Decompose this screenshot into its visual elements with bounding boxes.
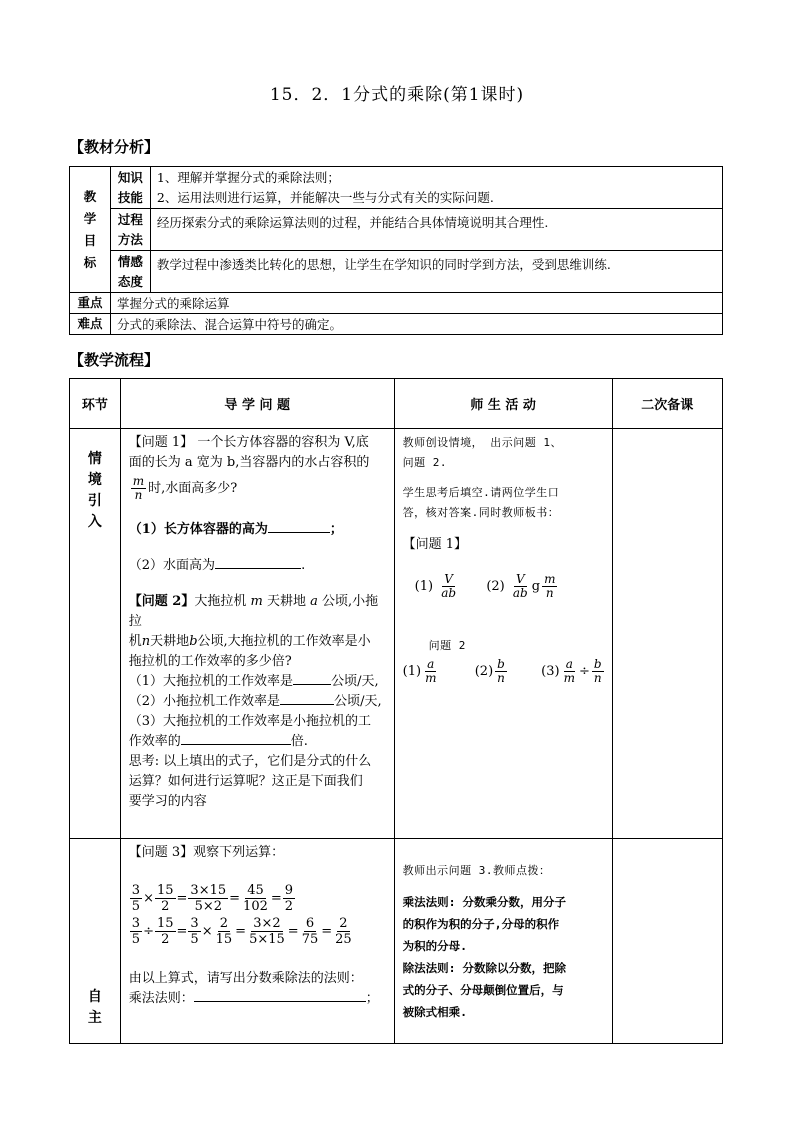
answer-blank[interactable] bbox=[293, 672, 331, 685]
text-line: 1、理解并掌握分式的乘除法则； bbox=[156, 169, 340, 185]
label-line: 情感 bbox=[117, 253, 143, 269]
stage-char: 入 bbox=[87, 514, 102, 530]
second-prep-cell-2[interactable] bbox=[612, 839, 722, 1044]
text-line: 经历探索分式的乘除运算法则的过程，并能结合具体情境说明其合理性. bbox=[156, 215, 549, 230]
q1-line: 【问题 1】 一个长方体容器的容积为 V,底 bbox=[128, 435, 369, 450]
index: (2) bbox=[474, 664, 494, 679]
index: (1) bbox=[414, 579, 434, 594]
goal-knowledge-text bbox=[150, 167, 722, 209]
q2-part-text: 作效率的 bbox=[128, 734, 181, 749]
fraction: $\frac{3}{5}$ bbox=[190, 916, 199, 947]
var-m: m bbox=[250, 594, 263, 609]
activity-line: 问题 2. bbox=[402, 456, 448, 469]
q2-text: 机 bbox=[128, 634, 142, 649]
goal-process-text bbox=[150, 209, 722, 251]
fraction: $\frac{3}{5}$ bbox=[131, 883, 141, 914]
goal-char: 教 bbox=[83, 188, 97, 204]
q2-part3-cont bbox=[129, 732, 390, 752]
goal-char: 标 bbox=[83, 254, 97, 270]
header-guide-questions: 导 学 问 题 bbox=[120, 379, 394, 429]
stage-self-study bbox=[70, 839, 121, 1044]
activity-line: 答，核对答案.同时教师板书： bbox=[402, 506, 560, 519]
answer-q1-formulas bbox=[403, 573, 606, 600]
q2-line bbox=[129, 632, 390, 652]
rule-line: 除法法则: 分数除以分数，把除 bbox=[402, 961, 566, 975]
times-symbol: × bbox=[201, 924, 213, 939]
teaching-goal-label bbox=[70, 167, 111, 293]
stage-char: 引 bbox=[87, 493, 102, 509]
unit-text: 公顷/天, bbox=[334, 694, 382, 709]
answer-q2-formulas bbox=[403, 658, 606, 685]
equals-symbol: = bbox=[176, 924, 188, 939]
second-prep-cell-1[interactable] bbox=[612, 429, 722, 839]
fraction: $\frac{3}{5}$ bbox=[131, 916, 141, 947]
q3-rule-prompt: 由以上算式，请写出分数乘除法的法则： bbox=[128, 971, 363, 986]
section-heading-analysis: 【教材分析】 bbox=[69, 138, 160, 156]
index: (3) bbox=[541, 664, 560, 679]
equals-symbol: = bbox=[229, 891, 241, 906]
q2-text: 公顷,小拖拉 bbox=[128, 594, 379, 629]
key-point-text: 掌握分式的乘除运算 bbox=[110, 293, 722, 314]
q2-text: 天耕地 bbox=[150, 634, 190, 649]
goal-emotion-text bbox=[150, 251, 722, 293]
goal-process-label bbox=[110, 209, 150, 251]
answer-blank[interactable] bbox=[215, 556, 301, 569]
header-second-prep: 二次备课 bbox=[612, 379, 722, 429]
fraction: $\frac{45}{102}$ bbox=[243, 883, 268, 914]
punct: . bbox=[301, 558, 306, 573]
key-point-label: 重点 bbox=[70, 293, 111, 314]
rule-line: 的积作为积的分子,分母的积作 bbox=[402, 917, 560, 931]
equals-symbol: = bbox=[287, 924, 299, 939]
q1-line-fraction bbox=[129, 475, 390, 502]
q2-part1 bbox=[129, 672, 390, 692]
divide-symbol: ÷ bbox=[578, 664, 590, 679]
answer-blank[interactable] bbox=[268, 520, 330, 533]
dot-symbol: g bbox=[531, 579, 541, 594]
var-b: b bbox=[189, 634, 198, 649]
equals-symbol: = bbox=[270, 891, 282, 906]
fraction: $\frac{3\times 2}{5\times 15}$ bbox=[249, 916, 285, 947]
fraction-m-over-n: $\frac{m}{n}$ bbox=[544, 572, 556, 600]
divide-symbol: ÷ bbox=[143, 924, 154, 939]
fraction-b-over-n: $\frac{b}{n}$ bbox=[593, 657, 602, 685]
fraction: $\frac{6}{75}$ bbox=[301, 916, 319, 947]
q2-text: 天耕地 bbox=[262, 594, 311, 609]
label-line: 方法 bbox=[117, 231, 143, 247]
label-line: 技能 bbox=[117, 189, 143, 205]
think-line: 运算？如何进行运算呢？这正是下面我们 bbox=[128, 774, 363, 789]
rule-line: 被除式相乘. bbox=[402, 1005, 468, 1019]
q2-text: 公顷,大拖拉机的工作效率是小 bbox=[197, 634, 371, 649]
q1-part1 bbox=[129, 520, 390, 540]
answer-blank[interactable] bbox=[194, 989, 366, 1002]
q1-tail: 时,水面高多少? bbox=[148, 481, 238, 496]
unit-text: 公顷/天, bbox=[331, 674, 379, 689]
var-a: a bbox=[310, 594, 318, 609]
goal-emotion-label bbox=[110, 251, 150, 293]
flow-table bbox=[69, 378, 723, 1044]
q2-part3: （3）大拖拉机的工作效率是小拖拉机的工 bbox=[128, 714, 372, 729]
header-activities: 师 生 活 动 bbox=[394, 379, 612, 429]
q1-line: 面的长为 a 宽为 b,当容器内的水占容积的 bbox=[128, 455, 370, 470]
fraction-v-over-ab: $\frac{V}{ab}$ bbox=[441, 572, 457, 600]
label-line: 过程 bbox=[117, 211, 143, 227]
think-line: 思考: 以上填出的式子，它们是分式的什么 bbox=[128, 754, 372, 769]
var-n: n bbox=[141, 634, 151, 649]
fraction-v-over-ab: $\frac{V}{ab}$ bbox=[512, 572, 528, 600]
q3-equation-1 bbox=[129, 883, 390, 914]
rule-line: 式的分子、分母颠倒位置后，与 bbox=[402, 983, 564, 997]
label-line: 态度 bbox=[117, 273, 143, 289]
stage-situation bbox=[70, 429, 121, 839]
stage-char: 自 bbox=[87, 989, 102, 1005]
answer-blank[interactable] bbox=[181, 732, 291, 745]
fraction-b-over-n: $\frac{b}{n}$ bbox=[497, 657, 505, 685]
think-line: 要学习的内容 bbox=[128, 794, 207, 809]
goal-char: 学 bbox=[83, 210, 97, 226]
q2-part-text: （1）大拖拉机的工作效率是 bbox=[128, 674, 294, 689]
activity-line: 教师创设情境， 出示问题 1、 bbox=[402, 436, 563, 449]
fraction-a-over-m: $\frac{a}{m}$ bbox=[425, 657, 437, 685]
answer-q1-label: 【问题 1】 bbox=[402, 537, 468, 552]
fraction: $\frac{3\times 15}{5\times 2}$ bbox=[190, 883, 227, 914]
punct: ； bbox=[365, 991, 379, 1006]
equals-symbol: = bbox=[176, 891, 188, 906]
q1-part2-text: （2）水面高为 bbox=[128, 558, 216, 573]
analysis-table bbox=[69, 166, 723, 335]
difficulty-text: 分式的乘除法、混合运算中符号的确定。 bbox=[110, 314, 722, 335]
activities-cell-1 bbox=[394, 429, 612, 839]
text-line: 2、运用法则进行运算，并能解决一些与分式有关的实际问题. bbox=[156, 189, 494, 205]
activity-line: 教师出示问题 3.教师点拨： bbox=[402, 864, 551, 877]
difficulty-label: 难点 bbox=[70, 314, 111, 335]
q3-rule-multiply bbox=[129, 989, 390, 1009]
fraction: $\frac{15}{2}$ bbox=[156, 883, 174, 914]
stage-char: 情 bbox=[87, 451, 102, 467]
unit-text: 倍. bbox=[290, 734, 308, 749]
activities-cell-2 bbox=[394, 839, 612, 1044]
equals-symbol: = bbox=[235, 924, 247, 939]
rule-line: 为积的分母. bbox=[402, 939, 468, 953]
goal-knowledge-label bbox=[110, 167, 150, 209]
header-stage: 环节 bbox=[70, 379, 121, 429]
questions-cell-1 bbox=[120, 429, 394, 839]
fraction: $\frac{15}{2}$ bbox=[156, 916, 174, 947]
stage-char: 主 bbox=[87, 1010, 102, 1026]
questions-cell-2 bbox=[120, 839, 394, 1044]
rule-label: 乘法法则： bbox=[128, 991, 194, 1006]
fraction-m-over-n: $\frac{m}{n}$ bbox=[132, 474, 145, 502]
section-heading-flow: 【教学流程】 bbox=[69, 351, 160, 369]
punct: ； bbox=[329, 522, 343, 537]
activity-line: 学生思考后填空.请两位学生口 bbox=[402, 486, 560, 499]
q1-part1-text: （1）长方体容器的高为 bbox=[128, 522, 268, 537]
q1-part2 bbox=[129, 556, 390, 576]
fraction: $\frac{2}{25}$ bbox=[335, 916, 352, 947]
q2-label: 【问题 2】 bbox=[128, 594, 195, 609]
fraction: $\frac{2}{15}$ bbox=[215, 916, 233, 947]
label-line: 知识 bbox=[117, 169, 143, 185]
equals-symbol: = bbox=[321, 924, 333, 939]
goal-char: 目 bbox=[83, 232, 97, 248]
page-title: 15．2．1分式的乘除(第1课时) bbox=[269, 85, 525, 105]
index: (2) bbox=[486, 579, 505, 594]
q2-line: 拖拉机的工作效率的多少倍? bbox=[128, 654, 292, 669]
stage-char: 境 bbox=[87, 472, 102, 488]
q3-line: 【问题 3】观察下列运算： bbox=[128, 845, 285, 860]
q2-part2 bbox=[129, 692, 390, 712]
q2-part-text: （2）小拖拉机工作效率是 bbox=[128, 694, 281, 709]
q3-equation-2 bbox=[129, 916, 390, 947]
times-symbol: × bbox=[143, 891, 154, 906]
text-line: 教学过程中渗透类比转化的思想，让学生在学知识的同时学到方法，受到思维训练. bbox=[156, 257, 611, 272]
q2-line bbox=[129, 592, 390, 632]
rule-line: 乘法法则: 分数乘分数，用分子 bbox=[402, 895, 566, 909]
fraction-a-over-m: $\frac{a}{m}$ bbox=[563, 657, 575, 685]
fraction: $\frac{9}{2}$ bbox=[284, 883, 294, 914]
answer-q2-label: 问题 2 bbox=[428, 639, 466, 652]
answer-blank[interactable] bbox=[280, 692, 334, 705]
index: (1) bbox=[402, 664, 422, 679]
q2-text: 大拖拉机 bbox=[194, 594, 251, 609]
